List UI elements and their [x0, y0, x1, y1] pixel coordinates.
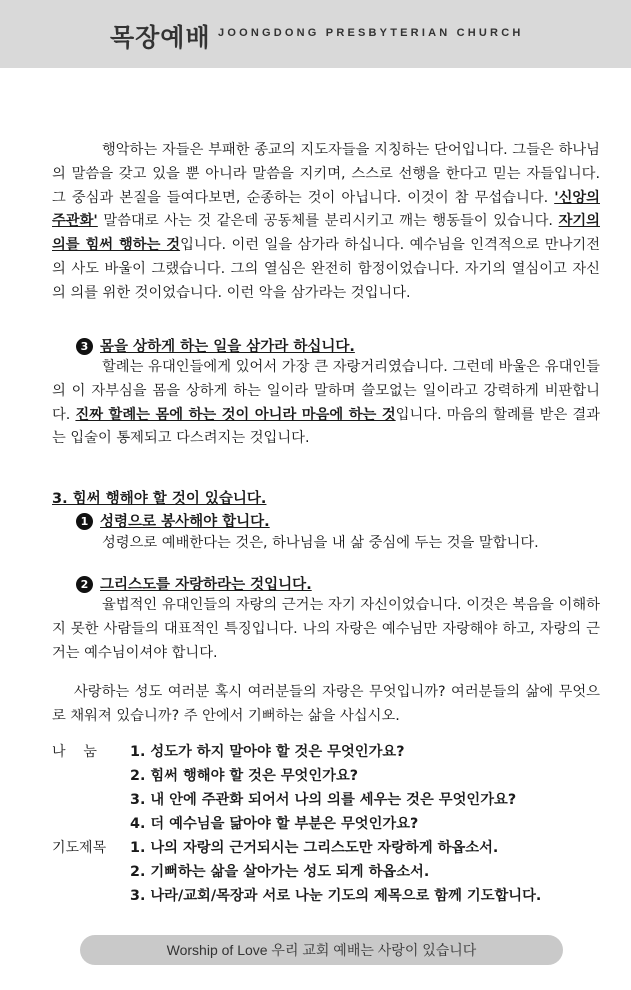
circled-number: 3 [76, 338, 93, 355]
sharing-item-2: 2. 힘써 행해야 할 것은 무엇인가요? [130, 768, 359, 784]
text: 행악하는 자들은 부패한 종교의 지도자들을 지칭하는 단어입니다. 그들은 하나님의 말씀을 갖고 있을 뿐 아니라 말씀을 지키며, 스스로 선행을 한다고 믿는 자들입니다. 그 중심과 본질을 들여다보면, 순종하는 것이 아닙니다. 이것이 참 무섭습니다. [52, 142, 600, 206]
text: 입니다. 마음의 할례를 받은 결과는 입술이 통제되고 다스려지는 것입니다. [52, 406, 600, 447]
paragraph-holy-spirit: 성령으로 예배한다는 것은, 하나님을 내 삶 중심에 두는 것을 말합니다. [102, 535, 539, 551]
text: 말씀대로 사는 것 같은데 공동체를 분리시키고 깨는 행동들이 있습니다. [97, 213, 559, 230]
subheading-label: 그리스도를 자랑하라는 것입니다. [100, 577, 312, 593]
paragraph-circumcision [52, 356, 600, 451]
circled-number: 2 [76, 576, 93, 593]
sharing-item-3: 3. 내 안에 주관화 되어서 나의 의를 세우는 것은 무엇인가요? [130, 792, 517, 808]
paragraph-wicked [52, 139, 600, 306]
circled-number: 1 [76, 513, 93, 530]
emphasis-true-circumcision: 진짜 할례는 몸에 하는 것이 아니라 마음에 하는 것 [75, 406, 396, 423]
text: 할례는 유대인들에게 있어서 가장 큰 자랑거리였습니다. 그런데 바울은 유대인들의 이 자부심을 몸을 상하게 하는 일이라 말하며 쓸모없는 일이라고 강력하게 비판합니다. [52, 359, 600, 423]
header-subtitle: JOONGDONG PRESBYTERIAN CHURCH [218, 27, 524, 39]
prayer-item-3: 3. 나라/교회/목장과 서로 나눈 기도의 제목으로 함께 기도합니다. [130, 888, 542, 904]
prayer-item-2: 2. 기뻐하는 삶을 살아가는 성도 되게 하옵소서. [130, 864, 430, 880]
emphasis-self-righteousness: 자기의 의를 힘써 행하는 것 [52, 213, 600, 254]
section-heading-3: 3. 힘써 행해야 할 것이 있습니다. [52, 491, 267, 507]
subheading-1 [76, 510, 270, 531]
subheading-label: 몸을 상하게 하는 일을 삼가라 하십니다. [100, 339, 355, 355]
subheading-2 [76, 573, 312, 594]
paragraph-boast: 율법적인 유대인들의 자랑의 근거는 자기 자신이었습니다. 이것은 복음을 이해하지 못한 사람들의 대표적인 특징입니다. 나의 자랑은 예수님만 자랑해야 하고, 자랑의 근거는 예수님이셔야 합니다. [52, 597, 600, 661]
header-title: 목장예배 [110, 23, 211, 52]
page-header [0, 0, 631, 68]
sharing-item-1: 1. 성도가 하지 말아야 할 것은 무엇인가요? [130, 744, 405, 760]
subheading-label: 성령으로 봉사해야 합니다. [100, 514, 270, 530]
text: 입니다. 이런 일을 삼가라 하십니다. 예수님을 인격적으로 만나기전의 사도 바울이 그랬습니다. 그의 열심은 완전히 함정이었습니다. 자기의 열심이고 자신의 의를 위한 것이었습니다. 이런 악을 삼가라는 것입니다. [52, 237, 600, 301]
subheading-3 [76, 335, 355, 356]
prayer-item-1: 1. 나의 자랑의 근거되시는 그리스도만 자랑하게 하옵소서. [130, 840, 499, 856]
paragraph-exhortation: 사랑하는 성도 여러분 혹시 여러분들의 자랑은 무엇입니까? 여러분들의 삶에 무엇으로 채워져 있습니까? 주 안에서 기뻐하는 삶을 사십시오. [52, 684, 600, 724]
sharing-item-4: 4. 더 예수님을 닮아야 할 부분은 무엇인가요? [130, 816, 419, 832]
emphasis-subjectivization: '신앙의 주관화' [52, 189, 600, 230]
prayer-label: 기도제목 [52, 840, 107, 856]
footer-banner: Worship of Love 우리 교회 예배는 사랑이 있습니다 [80, 935, 563, 965]
sharing-label: 나 눔 [52, 744, 97, 760]
